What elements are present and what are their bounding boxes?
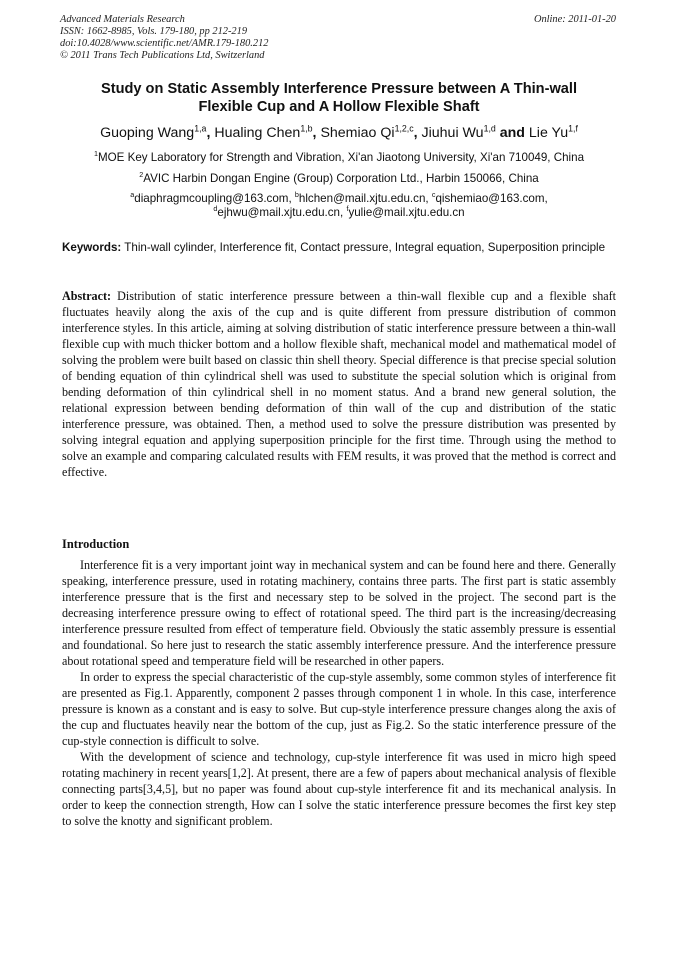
author-emails xyxy=(40,192,638,220)
email-address: ejhwu@mail.xjtu.edu.cn, xyxy=(217,206,347,219)
email-mark: b xyxy=(294,190,299,200)
author-list xyxy=(40,123,638,143)
journal-header xyxy=(60,14,618,62)
paper-title xyxy=(60,80,618,116)
paragraph: In order to express the special characteristic of the cup-style assembly, some common styles of interference fit are presented as Fig.1. Apparently, component 2 passes through component 1 in whole. In this case, interference pressure is known as a constant and is easy to solve. But cup-style interference pressure changes along the axis of the cup and fluctuates heavily near the bottom of the cup, just as Fig.2. So the static interference pressure of the cup-style connection is difficult to solve. xyxy=(62,670,616,748)
author-affiliation-mark: 1,f xyxy=(568,123,578,134)
email-mark: c xyxy=(431,190,436,200)
affiliation-mark: 1 xyxy=(93,149,98,159)
affiliation-text: MOE Key Laboratory for Strength and Vibration, Xi'an Jiaotong University, Xi'an 710049, China xyxy=(97,151,585,164)
keywords-block xyxy=(62,241,616,256)
paragraph: With the development of science and technology, cup-style interference fit was used in micro high speed rotating machinery in recent years[1,2]. At present, there are a few of papers about mechanical analysis of flexible connecting parts[3,4,5], but no paper was found about cup-style interference fit and its mechanical analysis. In order to keep the connection strength, How can I solve the static interference pressure becomes the first key step to solve the knotty and significant problem. xyxy=(62,750,616,828)
author-name: Lie Yu xyxy=(528,125,569,141)
author-name: Jiuhui Wu xyxy=(421,125,484,141)
online-date: Online: 2011-01-20 xyxy=(533,14,616,25)
affiliation-mark: 2 xyxy=(139,170,144,180)
author-name: Hualing Chen xyxy=(214,125,301,141)
abstract-label: Abstract: xyxy=(62,289,112,303)
affiliation-2 xyxy=(40,172,638,186)
doi-line: doi:10.4028/www.scientific.net/AMR.179-180.212 xyxy=(60,38,269,49)
author-conjunction: and xyxy=(495,125,529,141)
title-line-1: Study on Static Assembly Interference Pressure between A Thin-wall xyxy=(100,81,578,97)
email-address: hlchen@mail.xjtu.edu.cn, xyxy=(298,192,432,205)
title-line-2: Flexible Cup and A Hollow Flexible Shaft xyxy=(198,99,480,115)
email-mark: a xyxy=(130,190,135,200)
email-address: diaphragmcoupling@163.com, xyxy=(134,192,295,205)
author-separator: , xyxy=(312,125,321,141)
abstract-block xyxy=(62,288,616,480)
author-separator: , xyxy=(206,125,215,141)
author-affiliation-mark: 1,b xyxy=(300,123,313,134)
introduction-body xyxy=(62,557,616,829)
email-address: yulie@mail.xjtu.edu.cn xyxy=(348,206,465,219)
keywords-label: Keywords: xyxy=(62,241,122,254)
email-line-2 xyxy=(40,206,638,220)
author-name: Guoping Wang xyxy=(100,125,195,141)
author-affiliation-mark: 1,2,c xyxy=(394,123,414,134)
author-affiliation-mark: 1,a xyxy=(194,123,207,134)
author-name: Shemiao Qi xyxy=(320,125,395,141)
keywords-text: Thin-wall cylinder, Interference fit, Contact pressure, Integral equation, Superposition principle xyxy=(121,241,606,254)
paragraph: Interference fit is a very important joint way in mechanical system and can be found here and there. Generally speaking, interference pressure, used in rotating machinery, contains three parts. The first part is static assembly interference pressure that is the first and necessary step to be solved in the project. The second part is the decreasing interference pressure owing to effect of rotational speed. The third part is the increasing/decreasing interference pressure resulted from effect of temperature field. Obviously the static assembly pressure is essential and foundational. So here just to research the static assembly interference pressure. And the interference pressure about rotational speed and temperature field will be researched in other papers. xyxy=(62,558,616,668)
section-heading-introduction: Introduction xyxy=(62,537,130,551)
email-line-1 xyxy=(40,192,638,206)
email-mark: f xyxy=(346,204,349,214)
journal-name: Advanced Materials Research xyxy=(60,14,185,25)
issn-line: ISSN: 1662-8985, Vols. 179-180, pp 212-219 xyxy=(60,26,248,37)
abstract-text: Distribution of static interference pressure between a thin-wall flexible cup and a flexible shaft fluctuates heavily along the axis of the cup and is quite different from pressure distribution of common interference styles. In this article, aiming at solving distribution of static interference pressure between a thin-wall flexible cup with much thicker bottom and a hollow flexible shaft, mechanical model and mathematical model of solving the problem were built based on classic thin shell theory. Special difference is that precise special solution of bending equation of thin cylindrical shell was used to substitute the special solution which is original from bending deformation of thin cylindrical shell in no moment status. And a brand new general solution, the relational expression between bending deformation of thin wall of the cup and distribution of the static interference pressure, was obtained. Then, a method used to solve the pressure distribution was presented by solving integral equation and applying superposition principle for the first time. Through using the method to solve an example and comparing calculated results with FEM results, it was proved that the method is correct and effective. xyxy=(62,289,616,479)
affiliation-text: AVIC Harbin Dongan Engine (Group) Corporation Ltd., Harbin 150066, China xyxy=(143,172,539,185)
email-address: qishemiao@163.com, xyxy=(435,192,548,205)
email-mark: d xyxy=(213,204,218,214)
affiliation-1 xyxy=(40,151,638,165)
author-affiliation-mark: 1,d xyxy=(483,123,496,134)
copyright-line: © 2011 Trans Tech Publications Ltd, Switzerland xyxy=(60,50,265,61)
author-separator: , xyxy=(413,125,422,141)
